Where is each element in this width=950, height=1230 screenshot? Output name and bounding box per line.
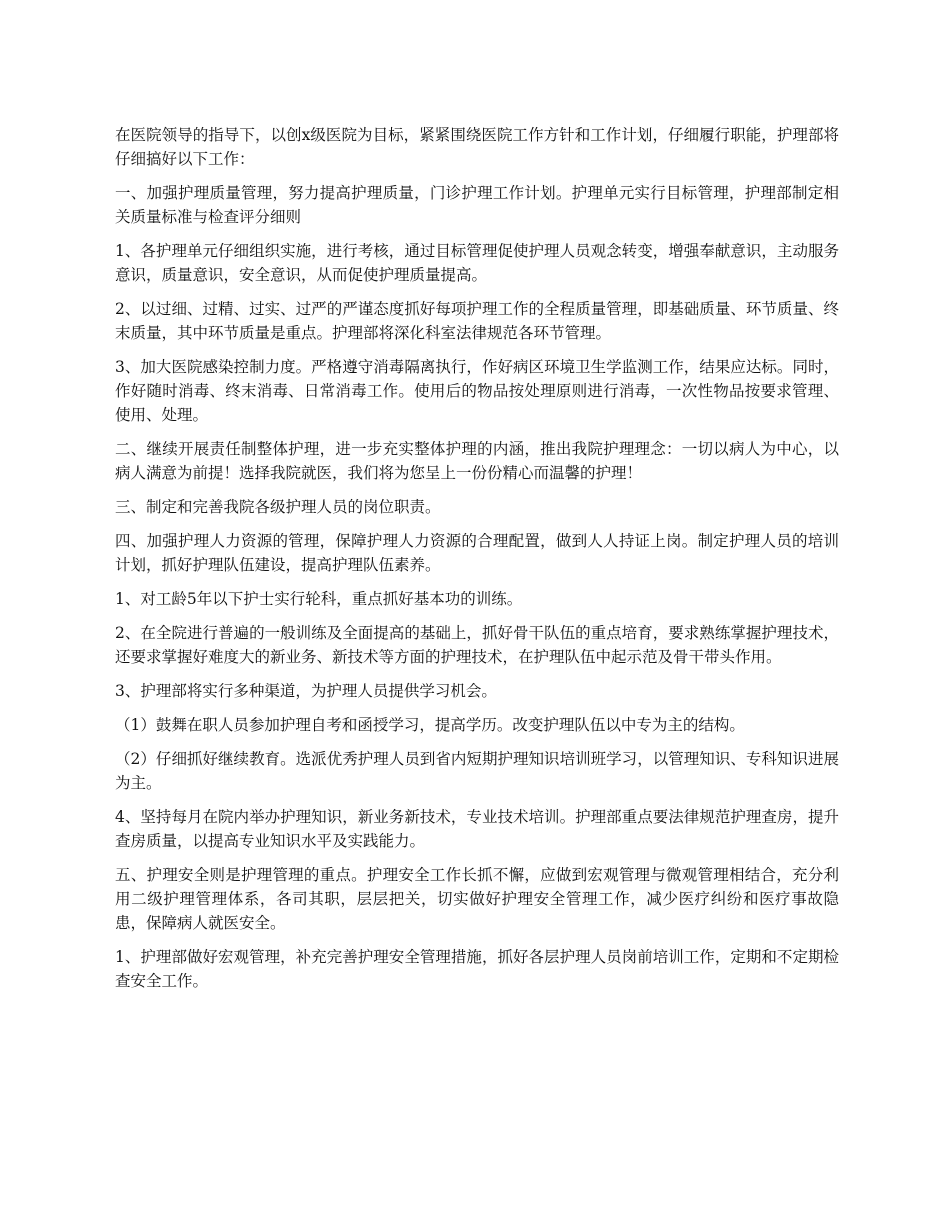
intro-paragraph: 在医院领导的指导下，以创x级医院为目标，紧紧围绕医院工作方针和工作计划，仔细履行职能，护理部将仔细搞好以下工作： <box>115 126 839 168</box>
section-4-item-3: 3、护理部将实行多种渠道，为护理人员提供学习机会。 <box>115 682 497 700</box>
section-3-heading: 三、制定和完善我院各级护理人员的岗位职责。 <box>115 498 441 516</box>
section-4-item-4: 4、坚持每月在院内举办护理知识，新业务新技术，专业技术培训。护理部重点要法律规范护理查房，提升查房质量，以提高专业知识水平及实践能力。 <box>115 808 839 850</box>
section-4-item-3-sub-2: （2）仔细抓好继续教育。选派优秀护理人员到省内短期护理知识培训班学习，以管理知识、专科知识进展为主。 <box>115 750 839 792</box>
section-4-item-3-sub-1: （1）鼓舞在职人员参加护理自考和函授学习，提高学历。改变护理队伍以中专为主的结构。 <box>115 716 745 734</box>
section-4-item-2: 2、在全院进行普遍的一般训练及全面提高的基础上，抓好骨干队伍的重点培育，要求熟练掌握护理技术，还要求掌握好难度大的新业务、新技术等方面的护理技术，在护理队伍中起示范及骨干带头作用。 <box>115 624 839 666</box>
section-1-item-2: 2、以过细、过精、过实、过严的严谨态度抓好每项护理工作的全程质量管理，即基础质量、环节质量、终末质量，其中环节质量是重点。护理部将深化科室法律规范各环节管理。 <box>115 300 839 342</box>
section-2-heading: 二、继续开展责任制整体护理，进一步充实整体护理的内涵，推出我院护理理念：一切以病人为中心，以病人满意为前提！选择我院就医，我们将为您呈上一份份精心而温馨的护理！ <box>115 440 839 482</box>
section-5-item-1: 1、护理部做好宏观管理，补充完善护理安全管理措施，抓好各层护理人员岗前培训工作，定期和不定期检查安全工作。 <box>115 948 839 990</box>
section-4-item-1: 1、对工龄5年以下护士实行轮科，重点抓好基本功的训练。 <box>115 590 523 608</box>
section-1-item-3: 3、加大医院感染控制力度。严格遵守消毒隔离执行，作好病区环境卫生学监测工作，结果应达标。同时，作好随时消毒、终末消毒、日常消毒工作。使用后的物品按处理原则进行消毒，一次性物品按要求管理、使用、处理。 <box>115 358 839 424</box>
section-4-heading: 四、加强护理人力资源的管理，保障护理人力资源的合理配置，做到人人持证上岗。制定护理人员的培训计划，抓好护理队伍建设，提高护理队伍素养。 <box>115 532 839 574</box>
section-5-heading: 五、护理安全则是护理管理的重点。护理安全工作长抓不懈，应做到宏观管理与微观管理相结合，充分利用二级护理管理体系，各司其职，层层把关，切实做好护理安全管理工作，减少医疗纠纷和医疗事故隐患，保障病人就医安全。 <box>115 866 839 932</box>
section-1-heading: 一、加强护理质量管理，努力提高护理质量，门诊护理工作计划。护理单元实行目标管理，护理部制定相关质量标准与检查评分细则 <box>115 184 839 226</box>
section-1-item-1: 1、各护理单元仔细组织实施，进行考核，通过目标管理促使护理人员观念转变，增强奉献意识，主动服务意识，质量意识，安全意识，从而促使护理质量提高。 <box>115 242 839 284</box>
document-body <box>115 123 839 1003</box>
